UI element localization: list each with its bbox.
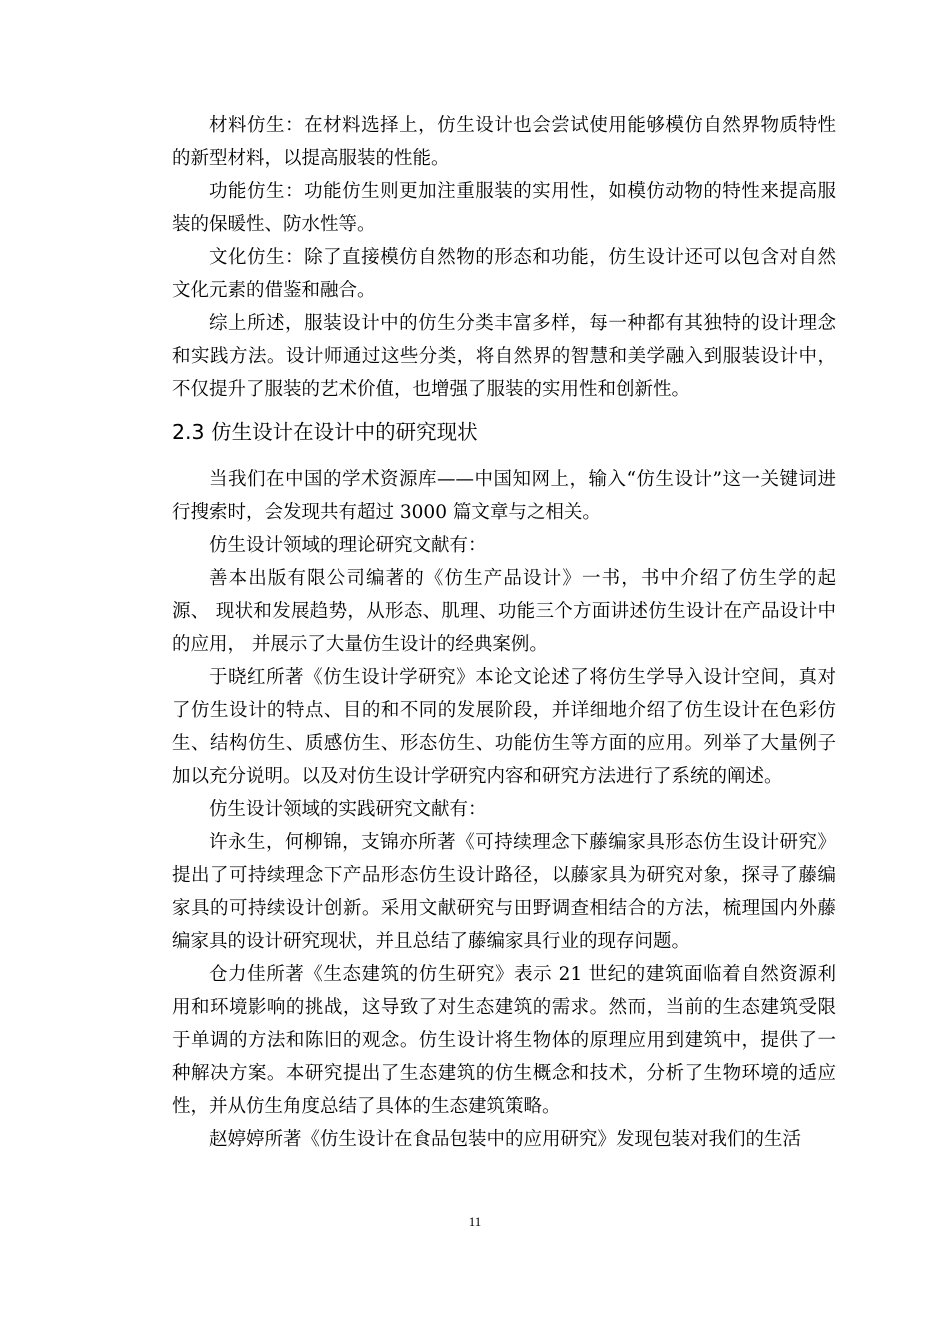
- page-number: 11: [468, 1214, 482, 1229]
- paragraph-cang-lijia: 仓力佳所著《生态建筑的仿生研究》表示 21 世纪的建筑面临着自然资源利用和环境影响的挑战，这导致了对生态建筑的需求。然而，当前的生态建筑受限于单调的方法和陈旧的观念。仿生设计将生物体的原理应用到建筑中，提供了一种解决方案。本研究提出了生态建筑的仿生概念和技术，分析了生物环境的适应性，并从仿生角度总结了具体的生态建筑策略。: [172, 964, 836, 1117]
- paragraph-material-bionics: 材料仿生：在材料选择上，仿生设计也会尝试使用能够模仿自然界物质特性的新型材料，以提高服装的性能。: [172, 115, 836, 169]
- paragraph-cnki-search: 当我们在中国的学术资源库——中国知网上，输入“仿生设计”这一关键词进行搜索时，会发现共有超过 3000 篇文章与之相关。: [172, 469, 836, 523]
- paragraph-shanben: 善本出版有限公司编著的《仿生产品设计》一书，书中介绍了仿生学的起源、 现状和发展趋势，从形态、肌理、功能三个方面讲述仿生设计在产品设计中的应用， 并展示了大量仿生设计的经典案例。: [172, 568, 836, 655]
- paragraph-function-bionics: 功能仿生：功能仿生则更加注重服装的实用性，如模仿动物的特性来提高服装的保暖性、防水性等。: [172, 181, 836, 235]
- paragraph-zhao-tingting: 赵婷婷所著《仿生设计在食品包装中的应用研究》发现包装对我们的生活: [209, 1129, 802, 1150]
- paragraph-culture-bionics: 文化仿生：除了直接模仿自然物的形态和功能，仿生设计还可以包含对自然文化元素的借鉴和融合。: [172, 247, 836, 301]
- paragraph-theory-intro: 仿生设计领域的理论研究文献有：: [209, 535, 487, 556]
- paragraph-yu-xiaohong: 于晓红所著《仿生设计学研究》本论文论述了将仿生学导入设计空间，真对了仿生设计的特点、目的和不同的发展阶段，并详细地介绍了仿生设计在色彩仿生、结构仿生、质感仿生、形态仿生、功能仿生等方面的应用。列举了大量例子加以充分说明。以及对仿生设计学研究内容和研究方法进行了系统的阐述。: [172, 667, 836, 787]
- document-page: [172, 109, 836, 1156]
- paragraph-practice-intro: 仿生设计领域的实践研究文献有：: [209, 799, 487, 820]
- paragraph-xu-yongsheng: 许永生，何柳锦，支锦亦所著《可持续理念下藤编家具形态仿生设计研究》提出了可持续理念下产品形态仿生设计路径，以藤家具为研究对象，探寻了藤编家具的可持续设计创新。采用文献研究与田野调查相结合的方法，梳理国内外藤编家具的设计研究现状，并且总结了藤编家具行业的现存问题。: [172, 832, 836, 952]
- section-heading: 2.3 仿生设计在设计中的研究现状: [172, 420, 478, 444]
- paragraph-summary: 综上所述，服装设计中的仿生分类丰富多样，每一种都有其独特的设计理念和实践方法。设计师通过这些分类，将自然界的智慧和美学融入到服装设计中，不仅提升了服装的艺术价值，也增强了服装的实用性和创新性。: [172, 313, 836, 400]
